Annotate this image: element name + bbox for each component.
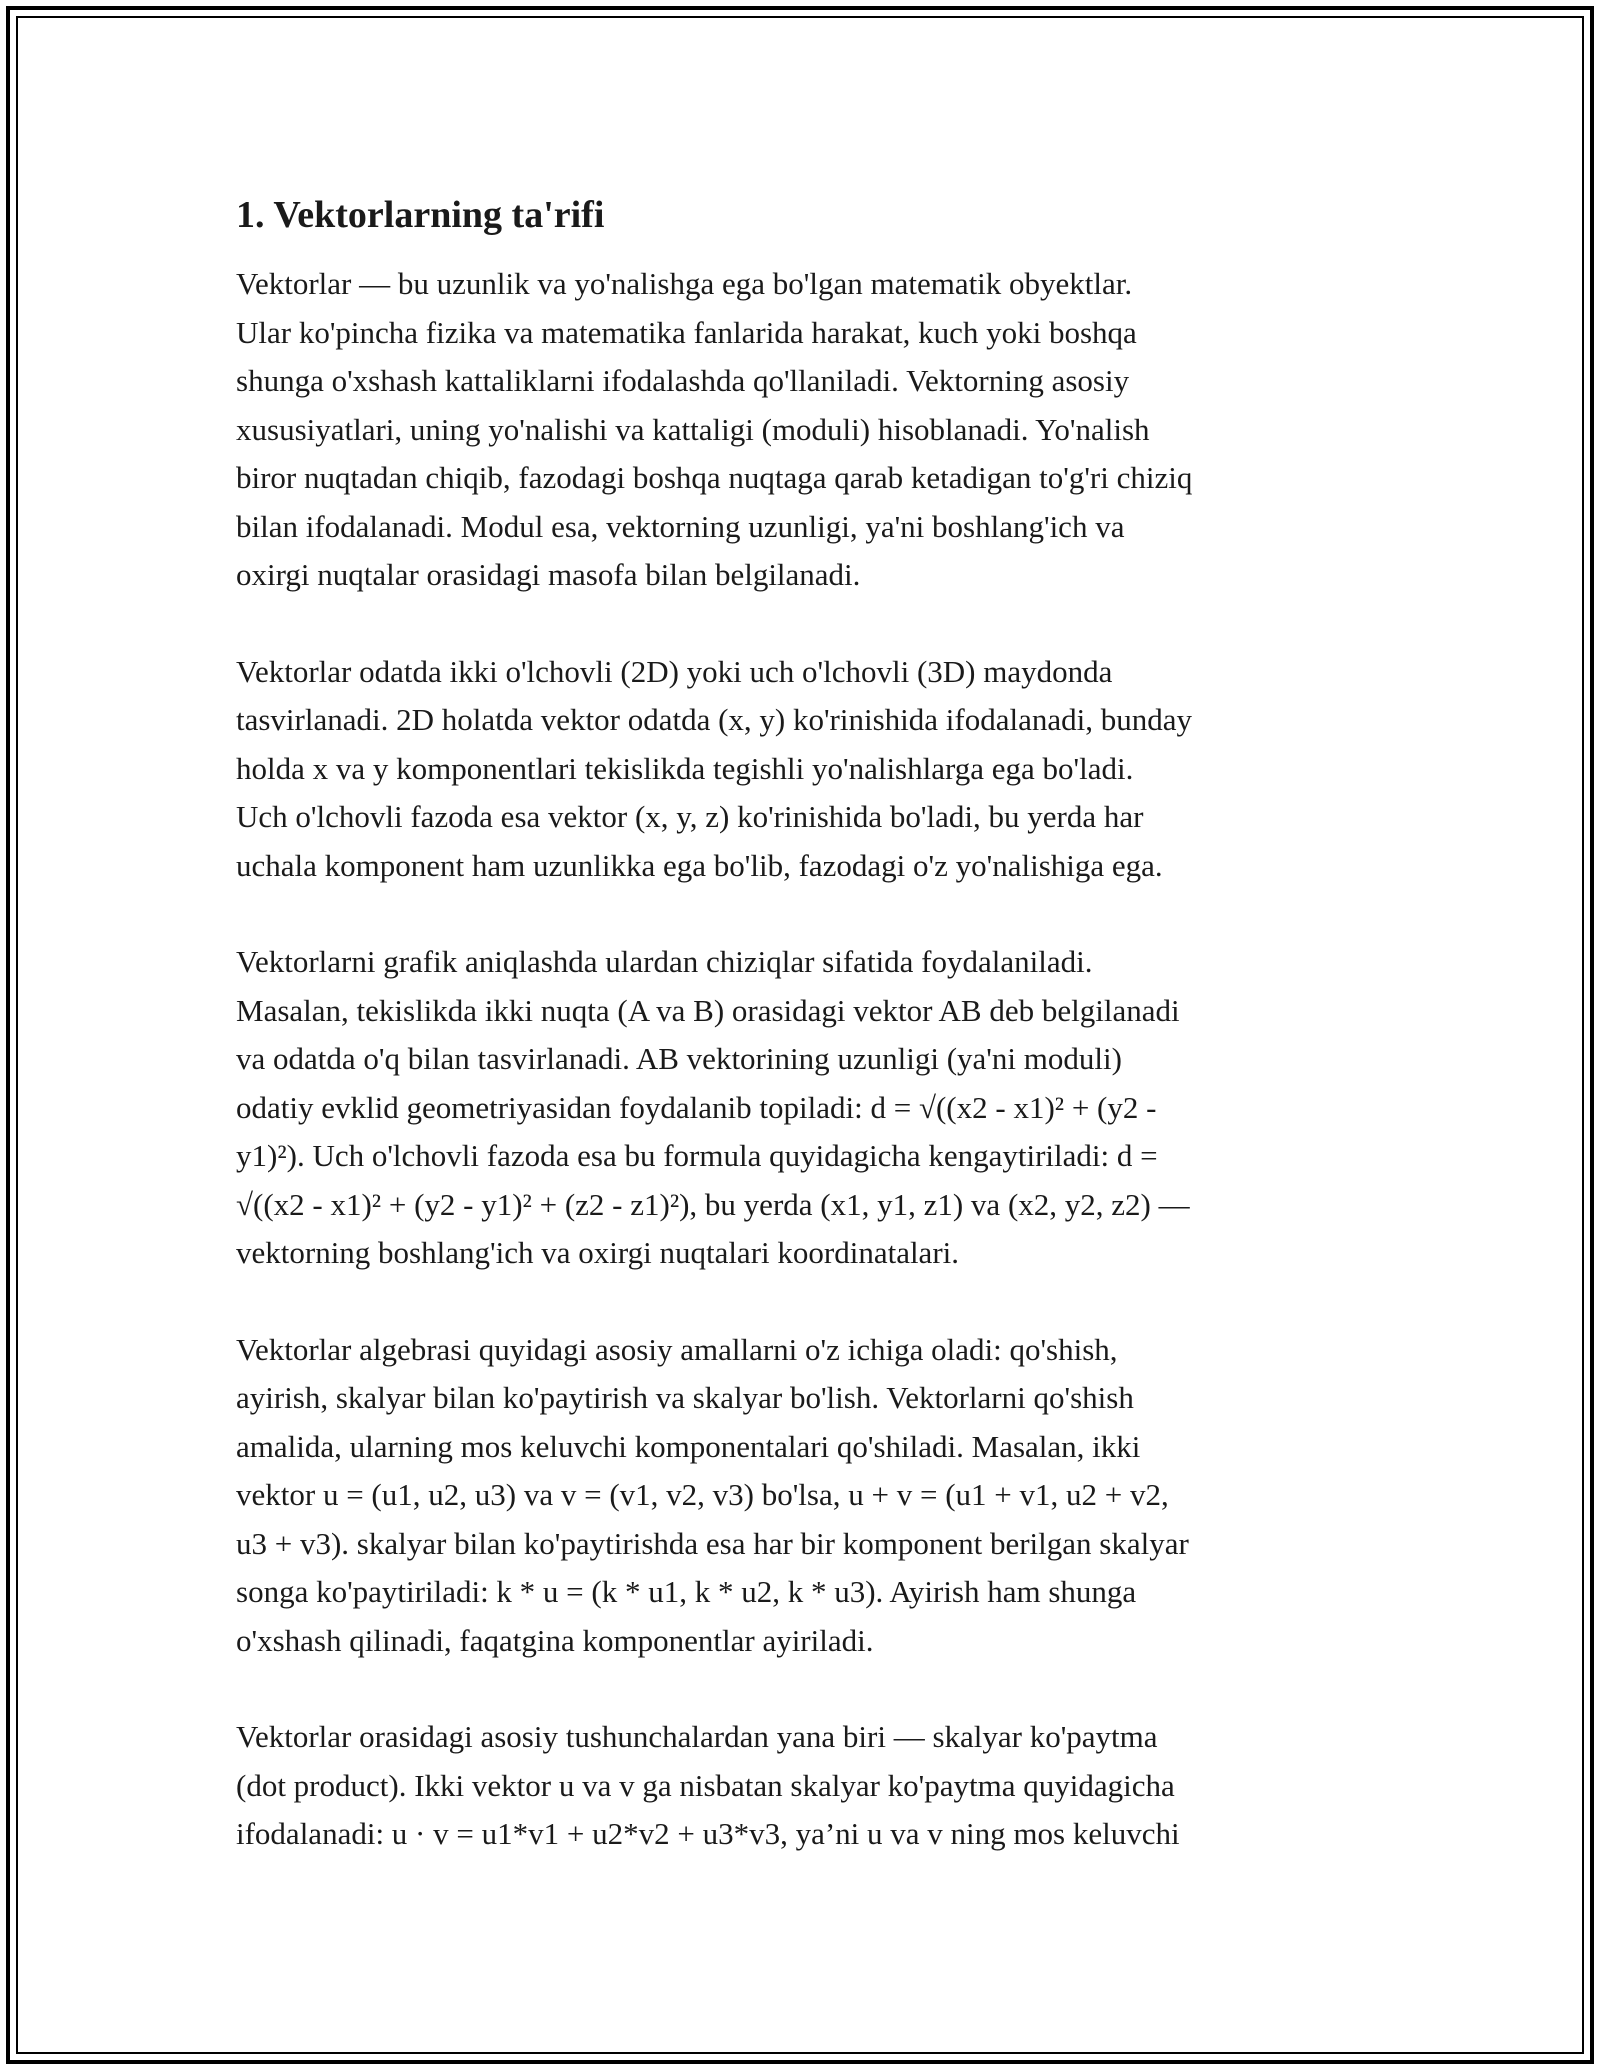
paragraph-definition: Vektorlar — bu uzunlik va yo'nalishga ega bo'lgan matematik obyektlar. Ular ko'pincha fizika va matematika fanlarida harakat, kuch yoki boshqa shunga o'xshash kattaliklarni ifodalashda qo'llaniladi. Vektorning asosiy xususiyatlari, uning yo'nalishi va kattaligi (moduli) hisoblanadi. Yo'nalish biror nuqtadan chiqib, fazodagi boshqa nuqtaga qarab ketadigan to'g'ri chiziq bilan ifodalanadi. Modul esa, vektorning uzunligi, ya'ni boshlang'ich va oxirgi nuqtalar orasidagi masofa bilan belgilanadi. — [236, 266, 1193, 592]
section-heading: 1. Vektorlarning ta'rifi — [236, 194, 605, 236]
paragraph-dimensions: Vektorlar odatda ikki o'lchovli (2D) yoki uch o'lchovli (3D) maydonda tasvirlanadi. 2D holatda vektor odatda (x, y) ko'rinishida ifodalanadi, bunday holda x va y komponentlari tekislikda tegishli yo'nalishlarga ega bo'ladi. Uch o'lchovli fazoda esa vektor (x, y, z) ko'rinishida bo'ladi, bu yerda har uchala komponent ham uzunlikka ega bo'lib, fazodagi o'z yo'nalishiga ega. — [236, 653, 1192, 883]
paragraph-graphical: Vektorlarni grafik aniqlashda ulardan chiziqlar sifatida foydalaniladi. Masalan, tekislikda ikki nuqta (A va B) orasidagi vektor AB deb belgilanadi va odatda o'q bilan tasvirlanadi. AB vektorining uzunligi (ya'ni moduli) odatiy evklid geometriyasidan foydalanib topiladi: d = √((x2 - x1)² + (y2 - y1)²). Uch o'lchovli fazoda esa bu formula quyidagicha kengaytiriladi: d = √((x2 - x1)² + (y2 - y1)² + (z2 - z1)²), bu yerda (x1, y1, z1) va (x2, y2, z2) — vektorning boshlang'ich va oxirgi nuqtalari koordinatalari. — [236, 944, 1190, 1270]
paragraph-algebra: Vektorlar algebrasi quyidagi asosiy amallarni o'z ichiga oladi: qo'shish, ayirish, skalyar bilan ko'paytirish va skalyar bo'lish. Vektorlarni qo'shish amalida, ularning mos keluvchi komponentalari qo'shiladi. Masalan, ikki vektor u = (u1, u2, u3) va v = (v1, v2, v3) bo'lsa, u + v = (u1 + v1, u2 + v2, u3 + v3). skalyar bilan ko'paytirishda esa har bir komponent berilgan skalyar songa ko'paytiriladi: k * u = (k * u1, k * u2, k * u3). Ayirish ham shunga o'xshash qilinadi, faqatgina komponentlar ayiriladi. — [236, 1331, 1189, 1658]
paragraph-dot-product: Vektorlar orasidagi asosiy tushunchalardan yana biri — skalyar ko'paytma (dot product). Ikki vektor u va v ga nisbatan skalyar ko'paytma quyidagicha ifodalanadi: u · v = u1*v1 + u2*v2 + u3*v3, ya’ni u va v ning mos keluvchi — [236, 1719, 1180, 1851]
document-body — [236, 188, 1376, 1907]
